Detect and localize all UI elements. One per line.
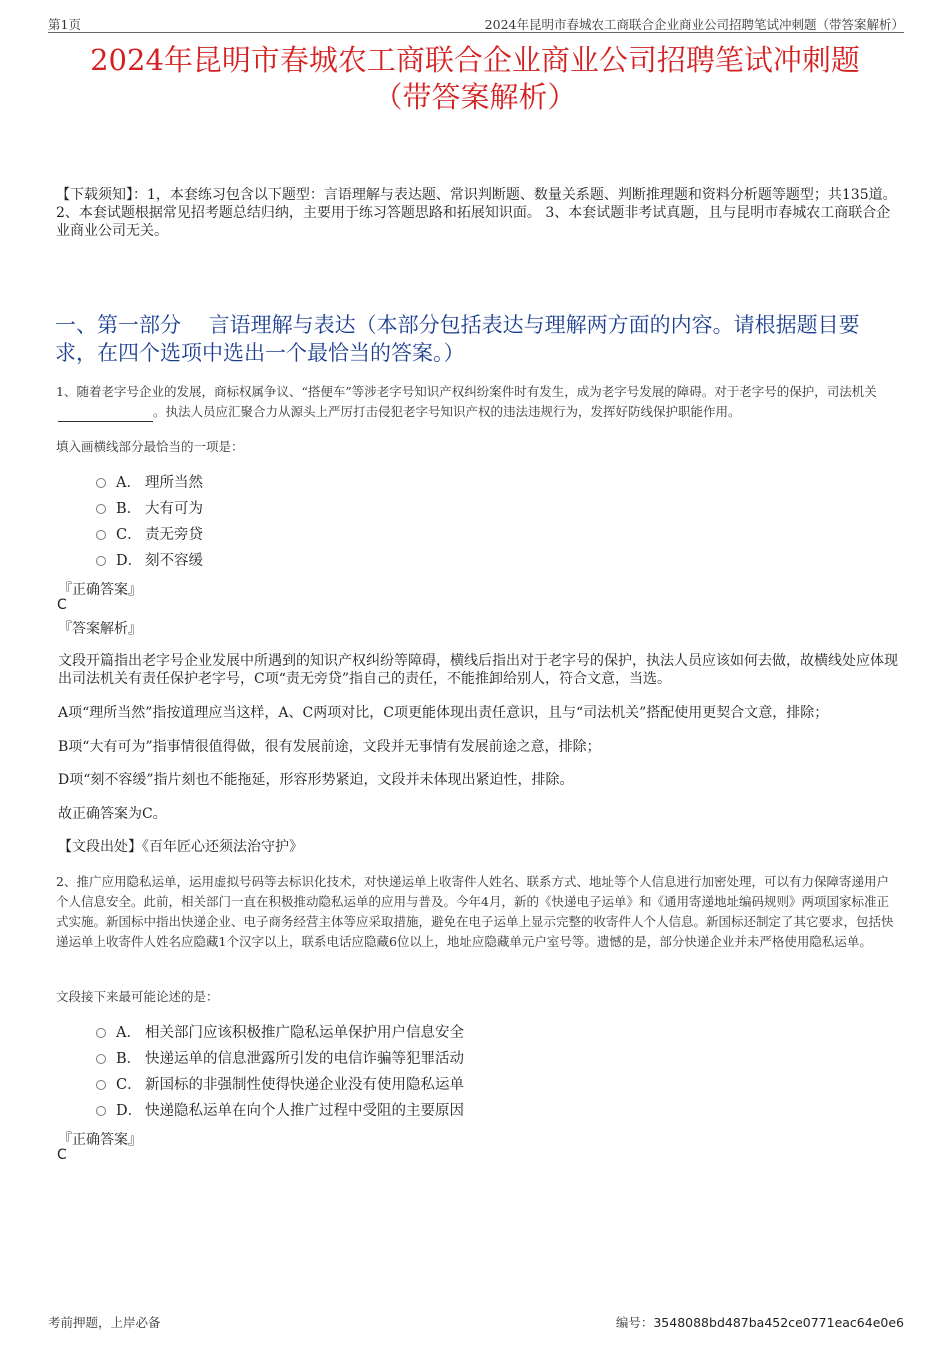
q1-source: 【文段出处】《百年匠心还须法治守护》 <box>58 839 303 855</box>
radio-icon[interactable] <box>96 504 106 514</box>
option-letter: C． <box>116 1077 142 1093</box>
option-letter: C． <box>116 527 142 543</box>
q1-analysis-paragraph: 故正确答案为C。 <box>58 806 167 822</box>
q1-stem-part-b: 。执法人员应汇聚合力从源头上严厉打击侵犯老字号知识产权的违法违规行为，发挥好防线保护职能作用。 <box>153 404 741 419</box>
q1-analysis-paragraph: D项“刻不容缓”指片刻也不能拖延，形容形势紧迫，文段并未体现出紧迫性，排除。 <box>58 772 574 788</box>
radio-icon[interactable] <box>96 1106 106 1116</box>
footer-code <box>616 1313 904 1331</box>
q2-answer: C <box>57 1147 67 1163</box>
option-letter: B． <box>116 1051 142 1067</box>
option-letter: A． <box>116 1025 141 1041</box>
footer-code-label: 编号： <box>615 1315 654 1330</box>
option-letter: A． <box>116 475 141 491</box>
option-text: 快递隐私运单在向个人推广过程中受阻的主要原因 <box>145 1103 464 1119</box>
radio-icon[interactable] <box>96 1080 106 1090</box>
option-letter: D． <box>116 1103 143 1119</box>
option-text: 新国标的非强制性使得快递企业没有使用隐私运单 <box>145 1077 464 1093</box>
q1-answer-label: 『正确答案』 <box>58 582 142 598</box>
page-header <box>48 14 904 33</box>
section-heading: 一、第一部分 言语理解与表达（本部分包括表达与理解两方面的内容。请根据题目要求，在四个选项中选出一个最恰当的答案。） <box>55 313 860 365</box>
q1-stem-part-a: 1、随着老字号企业的发展，商标权属争议、“搭便车”等涉老字号知识产权纠纷案件时有发生，成为老字号发展的障碍。对于老字号的保护，司法机关 <box>56 384 877 399</box>
q1-blank <box>58 407 153 422</box>
download-notice: 【下载须知】：1，本套练习包含以下题型：言语理解与表达题、常识判断题、数量关系题、判断推理题和资料分析题等题型；共135道。 2、本套试题根据常见招考题总结归纳，主要用于练习答题思路和拓展知识面。 3、本套试题非考试真题，且与昆明市春城农工商联合企业商业公司无关。 <box>56 187 897 239</box>
page-number: 第1页 <box>48 17 81 32</box>
title-line-2: （带答案解析） <box>373 80 577 114</box>
title-line-1: 2024年昆明市春城农工商联合企业商业公司招聘笔试冲刺题 <box>90 43 860 77</box>
option-text: 大有可为 <box>145 501 203 517</box>
footer-code-value: 3548088bd487ba452ce0771eac64e0e6 <box>653 1315 904 1330</box>
radio-icon[interactable] <box>96 1054 106 1064</box>
footer-slogan: 考前押题，上岸必备 <box>48 1315 161 1330</box>
q2-answer-label: 『正确答案』 <box>58 1132 142 1148</box>
q1-prompt: 填入画横线部分最恰当的一项是： <box>56 439 244 454</box>
q2-stem: 2、推广应用隐私运单，运用虚拟号码等去标识化技术，对快递运单上收寄件人姓名、联系方式、地址等个人信息进行加密处理，可以有力保障寄递用户个人信息安全。此前，相关部门一直在积极推动隐私运单的应用与普及。今年4月，新的《快递电子运单》和《通用寄递地址编码规则》两项国家标准正式实施。新国标中指出快递企业、电子商务经营主体等应采取措施，避免在电子运单上显示完整的收寄件人个人信息。新国标还制定了其它要求，包括快递运单上收寄件人姓名应隐藏1个汉字以上，联系电话应隐藏6位以上，地址应隐藏单元户室号等。遗憾的是，部分快递企业并未严格使用隐私运单。 <box>56 874 894 949</box>
option-text: 相关部门应该积极推广隐私运单保护用户信息安全 <box>145 1025 464 1041</box>
q1-analysis-paragraph: 文段开篇指出老字号企业发展中所遇到的知识产权纠纷等障碍，横线后指出对于老字号的保护，执法人员应该如何去做，故横线处应体现出司法机关有责任保护老字号，C项“责无旁贷”指自己的责任，不能推卸给别人，符合文意，当选。 <box>58 653 898 687</box>
q1-analysis-label: 『答案解析』 <box>58 621 142 637</box>
q1-stem <box>56 382 900 422</box>
header-doc-title: 2024年昆明市春城农工商联合企业商业公司招聘笔试冲刺题（带答案解析） <box>484 17 904 32</box>
page-title <box>40 42 910 116</box>
q1-analysis-paragraph: A项“理所当然”指按道理应当这样，A、C两项对比，C项更能体现出责任意识，且与“司法机关”搭配使用更契合文意，排除； <box>58 705 829 721</box>
radio-icon[interactable] <box>96 1028 106 1038</box>
option-letter: D． <box>116 553 143 569</box>
option-text: 责无旁贷 <box>145 527 203 543</box>
option-text: 刻不容缓 <box>145 553 203 569</box>
radio-icon[interactable] <box>96 478 106 488</box>
radio-icon[interactable] <box>96 556 106 566</box>
q2-prompt: 文段接下来最可能论述的是： <box>56 989 219 1004</box>
option-text: 快递运单的信息泄露所引发的电信诈骗等犯罪活动 <box>145 1051 464 1067</box>
radio-icon[interactable] <box>96 530 106 540</box>
option-text: 理所当然 <box>145 475 203 491</box>
q1-analysis-paragraph: B项“大有可为”指事情很值得做，很有发展前途，文段并无事情有发展前途之意，排除； <box>58 739 601 755</box>
option-letter: B． <box>116 501 142 517</box>
q1-answer: C <box>57 597 67 613</box>
